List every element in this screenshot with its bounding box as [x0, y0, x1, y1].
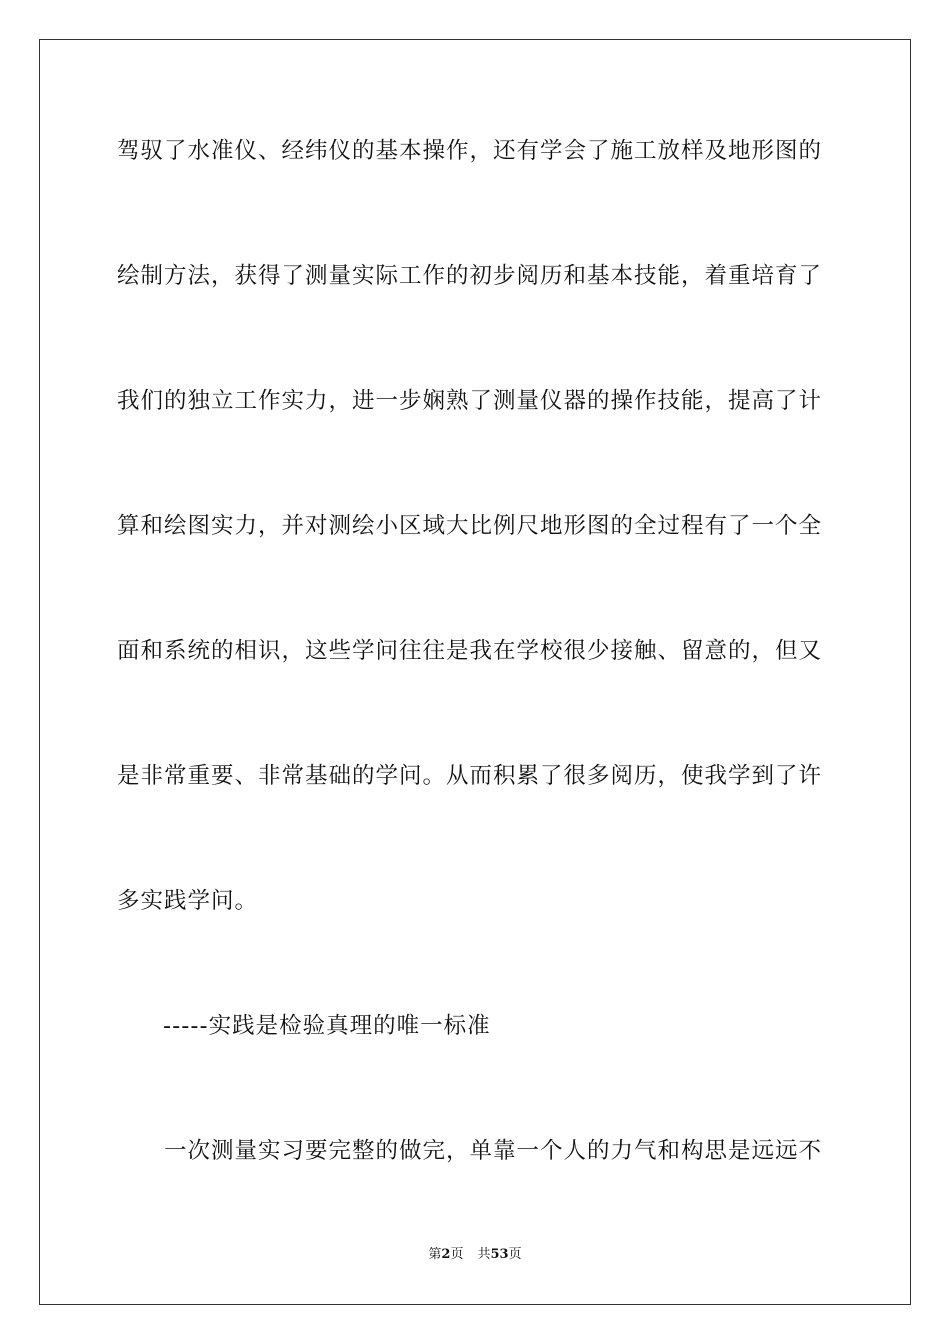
page-suffix: 页: [450, 1247, 464, 1262]
body-text-line-1: 驾驭了水准仪、经纬仪的基本操作，还有学会了施工放样及地形图的: [117, 138, 823, 164]
body-text-line-4: 算和绘图实力，并对测绘小区域大比例尺地形图的全过程有了一个全: [117, 513, 823, 539]
total-prefix: 共: [477, 1247, 491, 1262]
page-border: [39, 39, 911, 1305]
section-heading: -----实践是检验真理的唯一标准: [163, 1013, 491, 1039]
body-text-line-2: 绘制方法，获得了测量实际工作的初步阅历和基本技能，着重培育了: [117, 263, 823, 289]
body-text-line-5: 面和系统的相识，这些学问往往是我在学校很少接触、留意的，但又: [117, 638, 823, 664]
page-current: 2: [441, 1247, 451, 1262]
page-prefix: 第: [428, 1247, 442, 1262]
total-suffix: 页: [508, 1247, 522, 1262]
page-footer: [0, 1246, 950, 1264]
page-total: 53: [490, 1247, 509, 1262]
body-text-line-3: 我们的独立工作实力，进一步娴熟了测量仪器的操作技能，提高了计: [117, 388, 823, 414]
body-text-line-6: 是非常重要、非常基础的学问。从而积累了很多阅历，使我学到了许: [117, 763, 823, 789]
body-text-line-7: 多实践学问。: [117, 888, 259, 914]
body-text-line-9: 一次测量实习要完整的做完，单靠一个人的力气和构思是远远不: [164, 1138, 823, 1164]
